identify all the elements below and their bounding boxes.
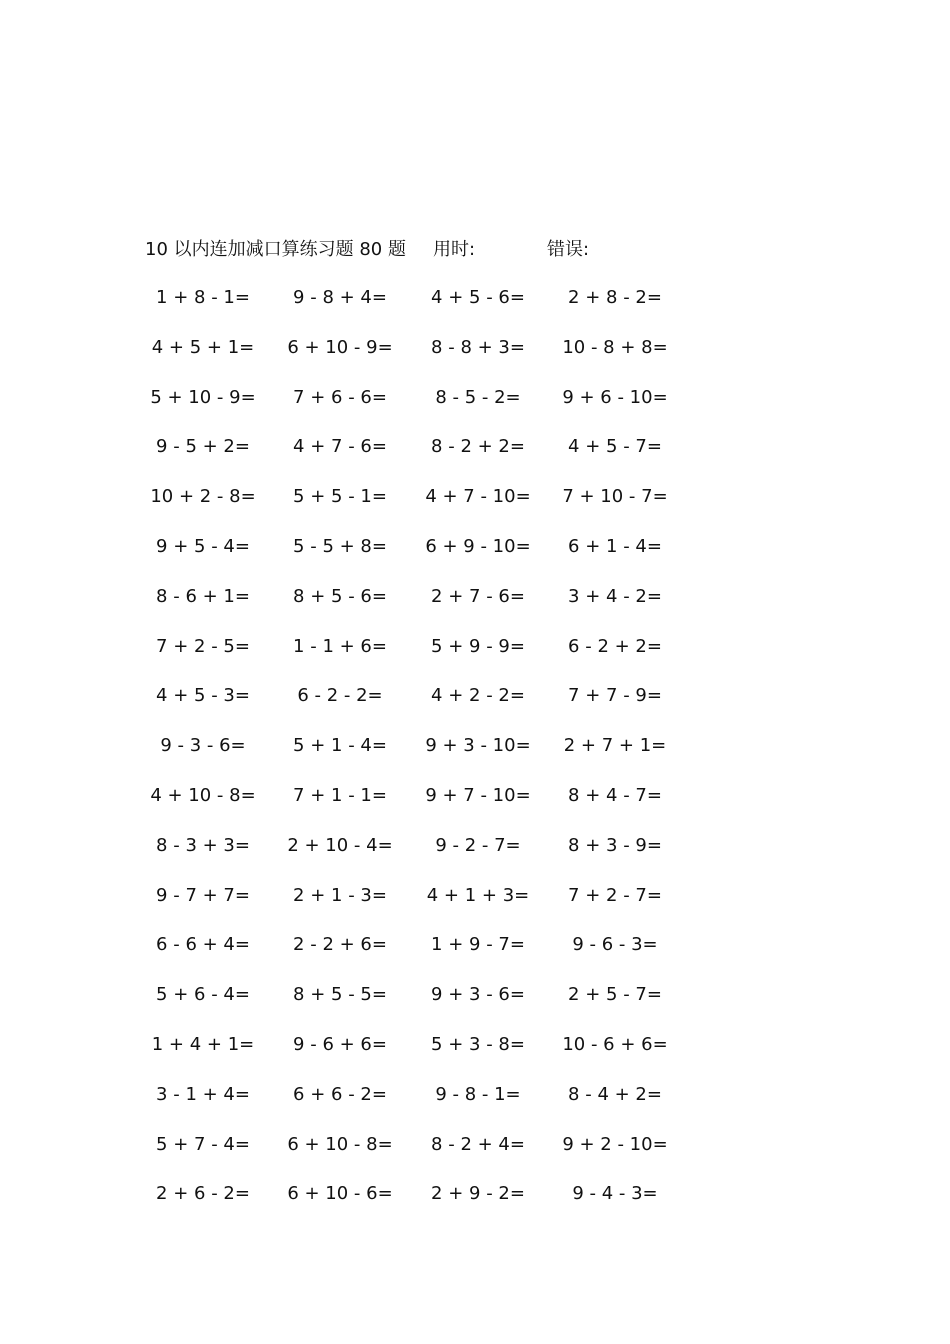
math-problem: 7 + 1 - 1= xyxy=(293,784,387,806)
math-problem: 6 + 10 - 6= xyxy=(287,1183,393,1205)
problem-grid xyxy=(0,284,950,1230)
problem-row xyxy=(0,583,950,633)
math-problem: 5 - 5 + 8= xyxy=(293,535,387,557)
math-problem: 9 - 2 - 7= xyxy=(435,834,521,856)
math-problem: 8 - 5 - 2= xyxy=(435,386,521,408)
math-problem: 2 + 7 - 6= xyxy=(431,585,525,607)
math-problem: 9 - 6 - 3= xyxy=(572,934,658,956)
math-problem: 6 - 6 + 4= xyxy=(156,934,250,956)
math-problem: 7 + 2 - 5= xyxy=(156,635,250,657)
math-problem: 9 + 2 - 10= xyxy=(562,1133,668,1155)
math-problem: 9 + 5 - 4= xyxy=(156,535,250,557)
math-problem: 5 + 5 - 1= xyxy=(293,486,387,508)
math-problem: 9 + 6 - 10= xyxy=(562,386,668,408)
math-problem: 9 - 8 + 4= xyxy=(293,287,387,308)
math-problem: 7 + 7 - 9= xyxy=(568,685,662,707)
worksheet-title: 10 以内连加减口算练习题 80 题 xyxy=(145,239,406,260)
time-used-label: 用时: xyxy=(433,239,476,260)
problem-row xyxy=(0,334,950,384)
math-problem: 6 + 9 - 10= xyxy=(425,535,531,557)
math-problem: 4 + 10 - 8= xyxy=(150,784,256,806)
problem-row xyxy=(0,682,950,732)
math-problem: 7 + 10 - 7= xyxy=(562,486,668,508)
math-problem: 7 + 2 - 7= xyxy=(568,884,662,906)
problem-row xyxy=(0,1180,950,1230)
math-problem: 1 + 4 + 1= xyxy=(151,1033,255,1055)
math-problem: 5 + 3 - 8= xyxy=(431,1033,525,1055)
math-problem: 6 + 10 - 9= xyxy=(287,336,393,358)
math-problem: 4 + 7 - 10= xyxy=(425,486,531,508)
error-count-label: 错误: xyxy=(547,239,590,260)
math-problem: 2 + 6 - 2= xyxy=(156,1183,250,1205)
math-problem: 8 - 2 + 4= xyxy=(431,1133,525,1155)
problem-row xyxy=(0,732,950,782)
math-problem: 9 - 5 + 2= xyxy=(156,436,250,458)
math-problem: 4 + 5 - 7= xyxy=(568,436,662,458)
math-problem: 5 + 7 - 4= xyxy=(156,1133,250,1155)
problem-row xyxy=(0,533,950,583)
math-problem: 5 + 10 - 9= xyxy=(150,386,256,408)
problem-row xyxy=(0,433,950,483)
problem-row xyxy=(0,981,950,1031)
problem-row xyxy=(0,1081,950,1131)
problem-row xyxy=(0,782,950,832)
math-problem: 6 - 2 - 2= xyxy=(297,685,383,707)
math-problem: 4 + 1 + 3= xyxy=(426,884,530,906)
math-problem: 2 + 5 - 7= xyxy=(568,984,662,1006)
math-problem: 5 + 9 - 9= xyxy=(431,635,525,657)
math-problem: 6 + 10 - 8= xyxy=(287,1133,393,1155)
math-problem: 2 + 1 - 3= xyxy=(293,884,387,906)
math-problem: 8 + 4 - 7= xyxy=(568,784,662,806)
math-problem: 8 - 6 + 1= xyxy=(156,585,250,607)
math-problem: 8 + 5 - 6= xyxy=(293,585,387,607)
math-problem: 1 + 9 - 7= xyxy=(431,934,525,956)
math-problem: 8 - 8 + 3= xyxy=(431,336,525,358)
math-problem: 10 - 8 + 8= xyxy=(562,336,668,358)
math-problem: 8 - 2 + 2= xyxy=(431,436,525,458)
math-problem: 6 + 6 - 2= xyxy=(293,1083,387,1105)
problem-row xyxy=(0,882,950,932)
math-problem: 9 - 8 - 1= xyxy=(435,1083,521,1105)
problem-row xyxy=(0,284,950,334)
problem-row xyxy=(0,384,950,434)
math-problem: 1 - 1 + 6= xyxy=(293,635,387,657)
math-problem: 4 + 5 + 1= xyxy=(151,336,255,358)
math-problem: 10 - 6 + 6= xyxy=(562,1033,668,1055)
math-problem: 9 + 7 - 10= xyxy=(425,784,531,806)
problem-row xyxy=(0,832,950,882)
math-problem: 5 + 1 - 4= xyxy=(293,735,387,757)
math-problem: 8 + 5 - 5= xyxy=(293,984,387,1006)
math-problem: 9 - 6 + 6= xyxy=(293,1033,387,1055)
math-problem: 7 + 6 - 6= xyxy=(293,386,387,408)
math-problem: 4 + 5 - 6= xyxy=(431,287,525,308)
math-problem: 9 - 7 + 7= xyxy=(156,884,250,906)
math-problem: 10 + 2 - 8= xyxy=(150,486,256,508)
math-problem: 9 - 4 - 3= xyxy=(572,1183,658,1205)
problem-row xyxy=(0,483,950,533)
math-problem: 4 + 2 - 2= xyxy=(431,685,525,707)
math-problem: 1 + 8 - 1= xyxy=(156,287,250,308)
math-problem: 9 + 3 - 10= xyxy=(425,735,531,757)
math-problem: 8 - 4 + 2= xyxy=(568,1083,662,1105)
problem-row xyxy=(0,1031,950,1081)
math-problem: 3 + 4 - 2= xyxy=(568,585,662,607)
math-problem: 2 - 2 + 6= xyxy=(293,934,387,956)
math-problem: 8 + 3 - 9= xyxy=(568,834,662,856)
math-problem: 9 - 3 - 6= xyxy=(160,735,246,757)
math-problem: 3 - 1 + 4= xyxy=(156,1083,250,1105)
problem-row xyxy=(0,633,950,683)
math-problem: 6 + 1 - 4= xyxy=(568,535,662,557)
math-problem: 2 + 7 + 1= xyxy=(563,735,667,757)
math-problem: 5 + 6 - 4= xyxy=(156,984,250,1006)
math-problem: 2 + 10 - 4= xyxy=(287,834,393,856)
math-problem: 9 + 3 - 6= xyxy=(431,984,525,1006)
problem-row xyxy=(0,1131,950,1181)
math-problem: 2 + 9 - 2= xyxy=(431,1183,525,1205)
math-problem: 4 + 5 - 3= xyxy=(156,685,250,707)
math-problem: 8 - 3 + 3= xyxy=(156,834,250,856)
problem-row xyxy=(0,931,950,981)
math-problem: 2 + 8 - 2= xyxy=(568,287,662,308)
math-problem: 6 - 2 + 2= xyxy=(568,635,662,657)
math-problem: 4 + 7 - 6= xyxy=(293,436,387,458)
